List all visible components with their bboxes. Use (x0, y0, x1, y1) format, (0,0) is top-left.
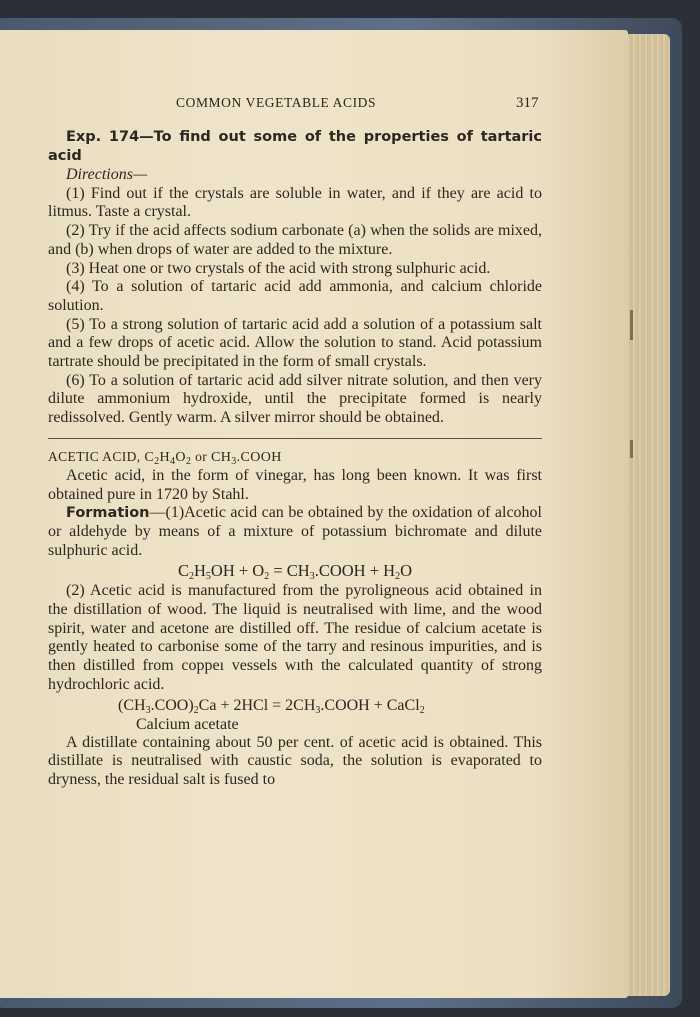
page-header (0, 95, 628, 115)
formation-label: Formation (66, 505, 150, 522)
direction-step: (2) Try if the acid affects sodium carbonate (a) when the solids are mixed, and (b) when drops of water are added to the mixture. (48, 222, 542, 258)
running-head: COMMON VEGETABLE ACIDS (176, 95, 377, 110)
direction-step: (3) Heat one or two crystals of the acid with strong sulphuric acid. (66, 259, 491, 277)
direction-step: (6) To a solution of tartaric acid add silver nitrate solution, and then very dilute ammonium hydroxide, until the precipitate formed is nearly redissolved. Gently warm. A silver mirror should be obtained. (48, 371, 542, 427)
edge-mark (630, 310, 633, 340)
section-divider (48, 438, 542, 439)
page-content (48, 128, 542, 790)
section-heading (48, 447, 542, 467)
direction-step: (4) To a solution of tartaric acid add ammonia, and calcium chloride solution. (48, 278, 542, 314)
heading-or: or (195, 448, 208, 464)
formula: $C_2H_4O_2$ (144, 449, 192, 467)
equation-label: Calcium acetate (136, 715, 239, 733)
paragraph: (2) Acetic acid is manufactured from the pyroligneous acid obtained in the distillation of wood. The liquid is neutralised with lime, and the wood spirit, water and acetone are distilled off. The residue of calcium acetate is gently heated to carbonise some of the tarry and resinous impurities, and is then distilled from coppeı vessels wıth the calculated quantity of strong hydrochloric acid. (48, 582, 542, 693)
formula: $CH_3.COOH$ (210, 449, 282, 467)
paragraph (48, 504, 542, 560)
paragraph: Acetic acid, in the form of vinegar, has long been known. It was first obtained pure in 1720 by Stahl. (48, 466, 542, 503)
paragraph: A distillate containing about 50 per cent. of acetic acid is obtained. This distillate is neutralised with caustic soda, the solution is evaporated to dryness, the residual salt is fused to (48, 733, 542, 788)
experiment-title: Exp. 174—To find out some of the properties of tartaric acid (48, 129, 542, 164)
equation-2: $(CH_3.COO)_2Ca + 2HCl$ = $2CH_3.COOH$ + CaCl$_2$ (118, 696, 425, 716)
equation-1: $C_2H_5OH + O_2$ = $CH_3.COOH + H_2O$ (177, 561, 412, 583)
directions-label: Directions— (66, 166, 148, 183)
formation-text: —(1)Acetic acid can be obtained by the oxidation of alcohol or aldehyde by means of a mixture of potassium bichromate and dilute sulphuric acid. (48, 504, 542, 559)
section-heading-name: ACETIC ACID, (48, 448, 141, 464)
direction-step: (5) To a strong solution of tartaric acid add a solution of a potassium salt and a few drops of acetic acid. Allow the solution to stand. Acid potassium tartrate should be precipitated in the form of small crystals. (48, 315, 542, 371)
edge-mark (630, 440, 633, 458)
page-number: 317 (516, 95, 539, 111)
direction-step: (1) Find out if the crystals are soluble in water, and if they are acid to litmus. Taste a crystal. (48, 184, 542, 221)
